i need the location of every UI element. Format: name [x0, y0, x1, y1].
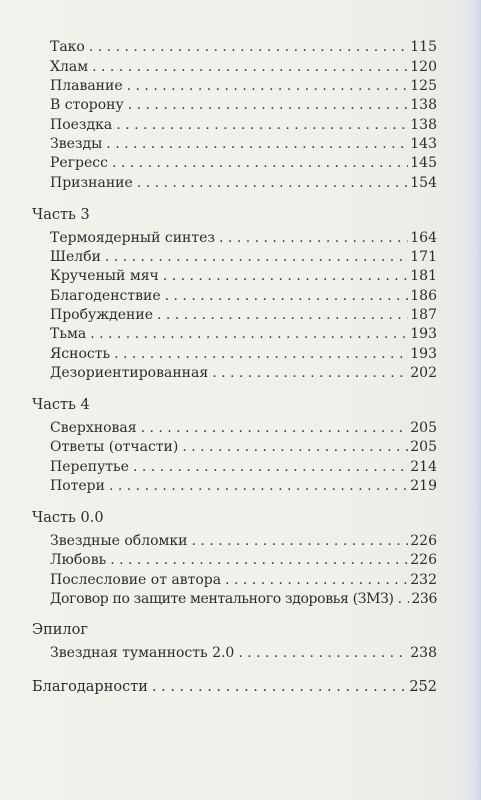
toc-entry-acknowledgments [32, 678, 437, 697]
toc-entry-title: Крученый мяч [50, 268, 159, 284]
toc-entry [50, 438, 437, 457]
toc-entry-page: 236 [411, 591, 437, 607]
section-heading: Часть 3 [32, 207, 90, 223]
toc-entry-page: 125 [410, 78, 437, 94]
toc-entry-title: Ответы (отчасти) [50, 439, 179, 455]
dot-leader [398, 590, 410, 609]
toc-entry-page: 154 [410, 175, 437, 191]
toc-entry [50, 364, 437, 383]
toc-entry [50, 306, 437, 325]
dot-leader [157, 306, 408, 325]
dot-leader [109, 477, 408, 496]
toc-entry-title: Благоденствие [50, 288, 161, 304]
toc-entry-page: 193 [410, 326, 437, 342]
toc-entry-title: Шелби [50, 249, 101, 265]
toc-entry [50, 229, 437, 248]
dot-leader [114, 345, 408, 364]
toc-entry-title: Звездные обломки [50, 533, 188, 549]
toc-entry-page: 252 [409, 679, 437, 695]
toc-entry-title: Поездка [50, 117, 113, 133]
toc-entry-title: Дезориентированная [50, 365, 209, 381]
dot-leader [212, 364, 408, 383]
toc-entry-page: 181 [410, 268, 437, 284]
toc-entry-title: Плавание [50, 78, 123, 94]
toc-entry-page: 205 [410, 420, 437, 436]
dot-leader [238, 644, 408, 663]
toc-entry-page: 202 [410, 365, 437, 381]
toc-entry-page: 232 [410, 572, 437, 588]
toc-entry-page: 238 [410, 645, 437, 661]
toc-entry-page: 120 [410, 59, 437, 75]
toc-entry-title: Звездная туманность 2.0 [50, 645, 235, 661]
toc-entry-page: 219 [410, 478, 437, 494]
toc-entry-title: Договор по защите ментального здоровья (ЗМЗ) [50, 591, 394, 607]
dot-leader [225, 571, 408, 590]
dot-leader [128, 96, 409, 115]
dot-leader [133, 458, 408, 477]
toc-entry [50, 571, 437, 590]
toc-entry [50, 116, 437, 135]
toc-entry-title: Благодарности [32, 679, 148, 695]
toc-entry-page: 143 [410, 136, 437, 152]
toc-entry-page: 171 [410, 249, 437, 265]
toc-entry [50, 77, 437, 96]
toc-entry-title: Ясность [50, 346, 111, 362]
dot-leader [105, 248, 408, 267]
toc-entry [50, 419, 437, 438]
dot-leader [137, 174, 409, 193]
toc-entry-title: В сторону [50, 97, 124, 113]
toc-entry [50, 325, 437, 344]
toc-entry-title: Пробуждение [50, 307, 153, 323]
toc-entry [50, 532, 437, 551]
dot-leader [110, 551, 408, 570]
toc-entry-page: 226 [410, 552, 437, 568]
toc-entry-title: Термоядерный синтез [50, 230, 216, 246]
toc-entry-title: Звезды [50, 136, 103, 152]
toc-entry-page: 205 [410, 439, 437, 455]
toc-entry [50, 644, 437, 663]
toc-entry-page: 226 [410, 533, 437, 549]
section-heading: Часть 4 [32, 397, 90, 413]
dot-leader [116, 116, 408, 135]
toc-entry [50, 248, 437, 267]
dot-leader [192, 532, 409, 551]
toc-entry [50, 174, 437, 193]
section-heading: Часть 0.0 [32, 510, 104, 526]
dot-leader [112, 154, 408, 173]
toc-entry-page: 164 [410, 230, 437, 246]
toc-entry [50, 267, 437, 286]
dot-leader [92, 58, 408, 77]
toc-entry-page: 138 [410, 97, 437, 113]
toc-entry [50, 287, 437, 306]
toc-entry-page: 193 [410, 346, 437, 362]
toc-entry-page: 186 [410, 288, 437, 304]
toc-entry [50, 58, 437, 77]
toc-entry [50, 590, 437, 609]
dot-leader [89, 38, 408, 57]
toc-entry-page: 115 [410, 39, 437, 55]
toc-entry [50, 477, 437, 496]
toc-entry-title: Перепутье [50, 459, 129, 475]
toc-entry-title: Любовь [50, 552, 107, 568]
dot-leader [127, 77, 409, 96]
dot-leader [165, 287, 409, 306]
dot-leader [152, 678, 407, 697]
toc-entry [50, 38, 437, 57]
toc-entry-title: Тако [50, 39, 85, 55]
toc-entry [50, 135, 437, 154]
dot-leader [182, 438, 408, 457]
dot-leader [141, 419, 409, 438]
toc-entry-page: 145 [410, 155, 437, 171]
toc-entry [50, 345, 437, 364]
toc-entry-page: 138 [410, 117, 437, 133]
section-heading: Эпилог [32, 622, 88, 638]
toc-entry-title: Потери [50, 478, 105, 494]
dot-leader [219, 229, 408, 248]
toc-entry-title: Сверхновая [50, 420, 137, 436]
toc-entry-page: 187 [410, 307, 437, 323]
toc-entry-title: Послесловие от автора [50, 572, 222, 588]
dot-leader [90, 325, 408, 344]
toc-entry-title: Регресс [50, 155, 108, 171]
toc-entry-page: 214 [410, 459, 437, 475]
toc-entry [50, 96, 437, 115]
toc-entry [50, 551, 437, 570]
toc-entry [50, 458, 437, 477]
toc-entry [50, 154, 437, 173]
toc-entry-title: Тьма [50, 326, 87, 342]
dot-leader [163, 267, 408, 286]
toc-entry-title: Хлам [50, 59, 89, 75]
toc-entry-title: Признание [50, 175, 133, 191]
dot-leader [106, 135, 408, 154]
